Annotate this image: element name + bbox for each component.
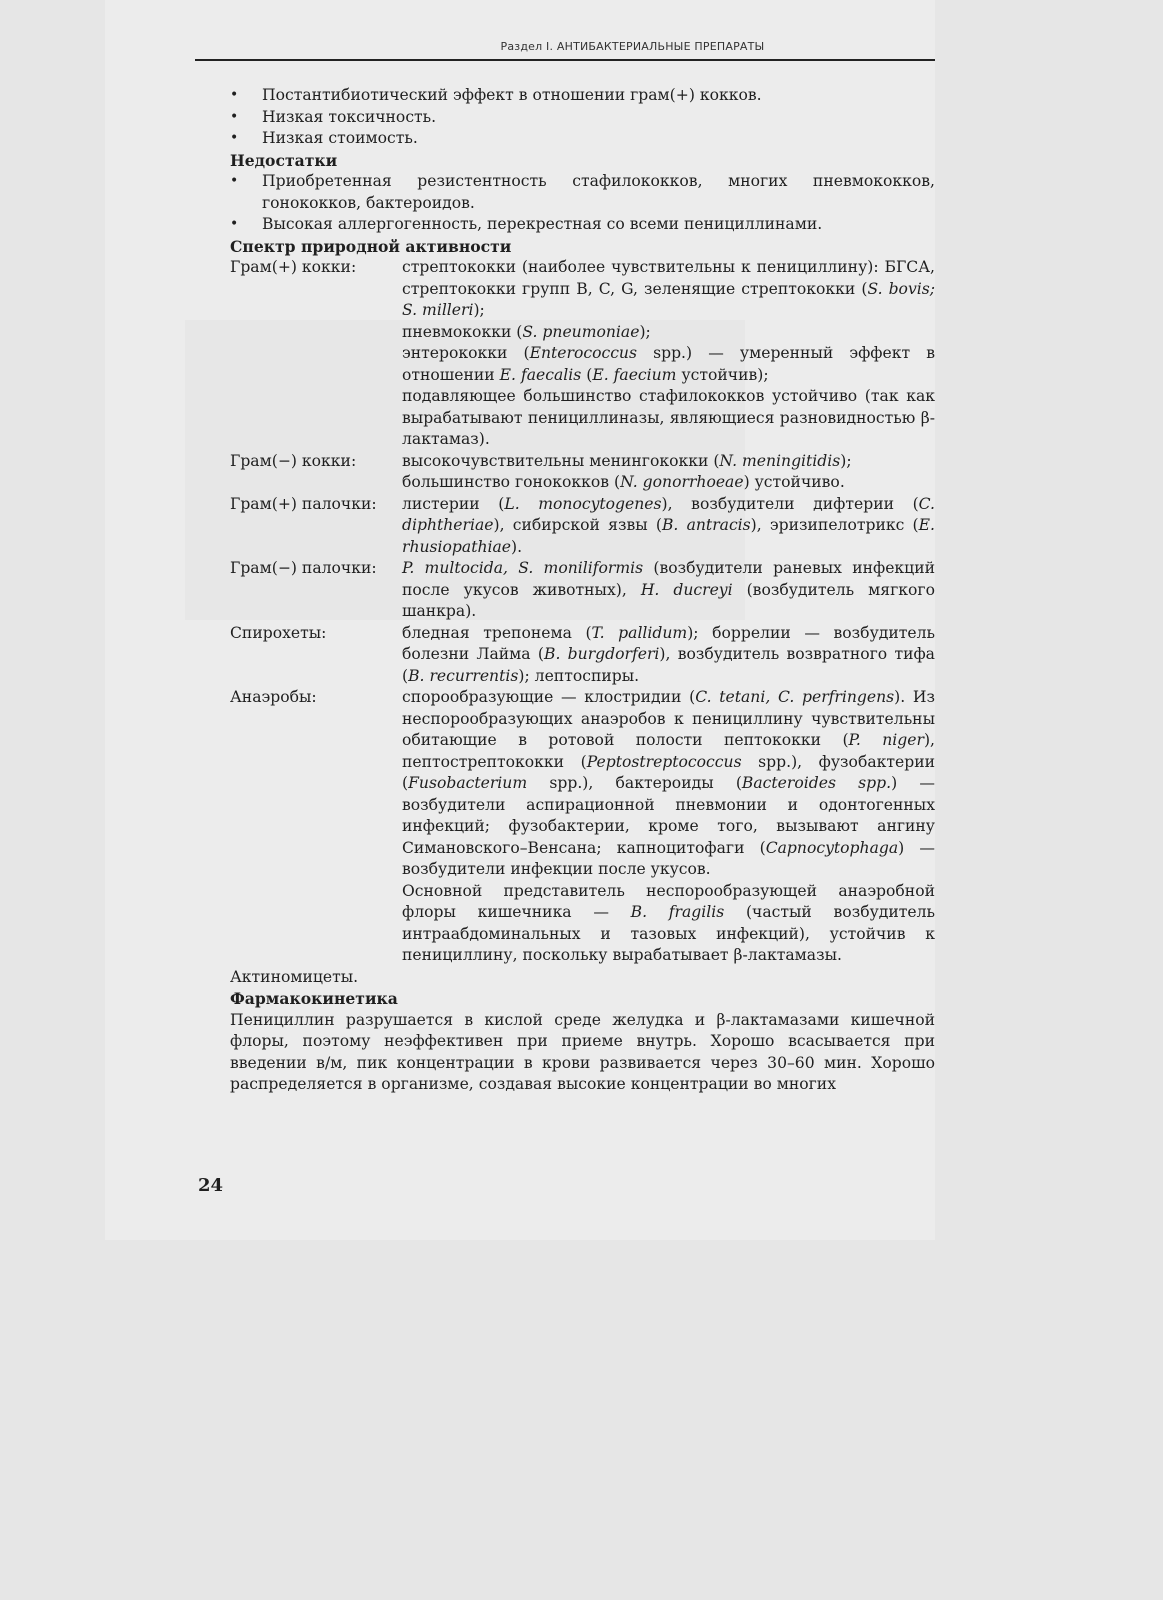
text-line: бледная трепонема (T. pallidum); боррелии — возбудитель болезни Лайма (B. burgdorferi), возбудитель возвратного тифа (B. recurrentis); лептоспиры. bbox=[402, 623, 935, 685]
spectrum-term: Грам(+) палочки: bbox=[230, 494, 377, 513]
list-item: • Низкая стоимость. bbox=[230, 128, 935, 150]
list-item: • Приобретенная резистентность стафилококков, многих пневмококков, гонококков, бактероидов. bbox=[230, 171, 935, 214]
text-line: подавляющее большинство стафилококков устойчиво (так как вырабатывают пенициллиназы, являющиеся разновидностью β-лактамаз). bbox=[402, 387, 935, 448]
list-item: • Постантибиотический эффект в отношении грам(+) кокков. bbox=[230, 85, 935, 107]
running-head bbox=[195, 40, 935, 61]
spectrum-row-spirochetes bbox=[230, 623, 935, 688]
list-item: • Низкая токсичность. bbox=[230, 107, 935, 129]
spectrum-term: Грам(−) кокки: bbox=[230, 451, 357, 470]
spectrum-term: Спирохеты: bbox=[230, 623, 327, 642]
spectrum-heading: Спектр природной активности bbox=[230, 236, 512, 256]
spectrum-description bbox=[402, 494, 935, 559]
text-line: большинство гонококков (N. gonorrhoeae) устойчиво. bbox=[402, 473, 845, 491]
advantages-list bbox=[230, 85, 935, 150]
spectrum-term: Анаэробы: bbox=[230, 688, 317, 706]
spectrum-row-gram-neg-cocci bbox=[230, 451, 935, 494]
page-content bbox=[230, 85, 935, 1096]
actinomycetes-line: Актиномицеты. bbox=[230, 967, 359, 986]
disadvantages-list bbox=[230, 171, 935, 236]
spectrum-description bbox=[402, 451, 935, 494]
page-number: 24 bbox=[198, 1175, 224, 1196]
spectrum-term: Грам(−) палочки: bbox=[230, 559, 377, 577]
spectrum-description bbox=[402, 558, 935, 623]
text-line: P. multocida, S. moniliformis (возбудители раневых инфекций после укусов животных), H. ducreyi (возбудитель мягкого шанкра). bbox=[402, 559, 935, 620]
list-item: • Высокая аллергогенность, перекрестная со всеми пенициллинами. bbox=[230, 214, 935, 236]
spectrum-term: Грам(+) кокки: bbox=[230, 258, 357, 276]
spectrum-row-gram-pos-cocci bbox=[230, 257, 935, 451]
spectrum-row-gram-neg-rods bbox=[230, 558, 935, 623]
text-line: энтерококки (Enterococcus spp.) — умеренный эффект в отношении E. faecalis (E. faecium устойчив); bbox=[402, 344, 935, 384]
running-title: Раздел I. АНТИБАКТЕРИАЛЬНЫЕ ПРЕПАРАТЫ bbox=[500, 40, 765, 53]
text-line: высокочувствительны менингококки (N. meningitidis); bbox=[402, 451, 852, 470]
text-paragraph: Основной представитель неспорообразующей анаэробной флоры кишечника — B. fragilis (частый возбудитель интраабдоминальных и тазовых инфекций), устойчив к пенициллину, поскольку вырабатывает β-лактамазы. bbox=[402, 881, 936, 964]
spectrum-description bbox=[402, 257, 935, 451]
spectrum-row-gram-pos-rods bbox=[230, 494, 935, 559]
text-line: листерии (L. monocytogenes), возбудители дифтерии (C. diphtheriae), сибирской язвы (B. antracis), эризипелотрикс (E. rhusiopathiae). bbox=[402, 494, 935, 556]
disadvantages-heading: Недостатки bbox=[230, 150, 338, 170]
text-line: стрептококки (наиболее чувствительны к пенициллину): БГСА, стрептококки групп B, C, G, зеленящие стрептококки (S. bovis; S. milleri); bbox=[402, 258, 936, 319]
spectrum-description bbox=[402, 623, 935, 688]
header-rule bbox=[195, 59, 935, 61]
spectrum-description bbox=[402, 687, 935, 967]
spectrum-row-anaerobes bbox=[230, 687, 935, 967]
pharmacokinetics-text: Пенициллин разрушается в кислой среде желудка и β-лактамазами кишечной флоры, поэтому неэффективен при приеме внутрь. Хорошо всасывается при введении в/м, пик концентрации в крови развивается через 30–60 мин. Хорошо распределяется в организме, создавая высокие концентрации во многих bbox=[230, 1010, 935, 1093]
pharmacokinetics-heading: Фармакокинетика bbox=[230, 989, 398, 1008]
text-paragraph: спорообразующие — клостридии (C. tetani, C. perfringens). Из неспорообразующих анаэробов к пенициллину чувствительны обитающие в ротовой полости пептококки (P. niger), пептострептококки (Peptostreptococcus spp.), фузобактерии (Fusobacterium spp.), бактероиды (Bacteroides spp.) — возбудители аспирационной пневмонии и одонтогенных инфекций; фузобактерии, кроме того, вызывают ангину Симановского–Венсана; капноцитофаги (Capnocytophaga) — возбудители инфекции после укусов. bbox=[402, 688, 936, 878]
text-line: пневмококки (S. pneumoniae); bbox=[402, 322, 651, 341]
